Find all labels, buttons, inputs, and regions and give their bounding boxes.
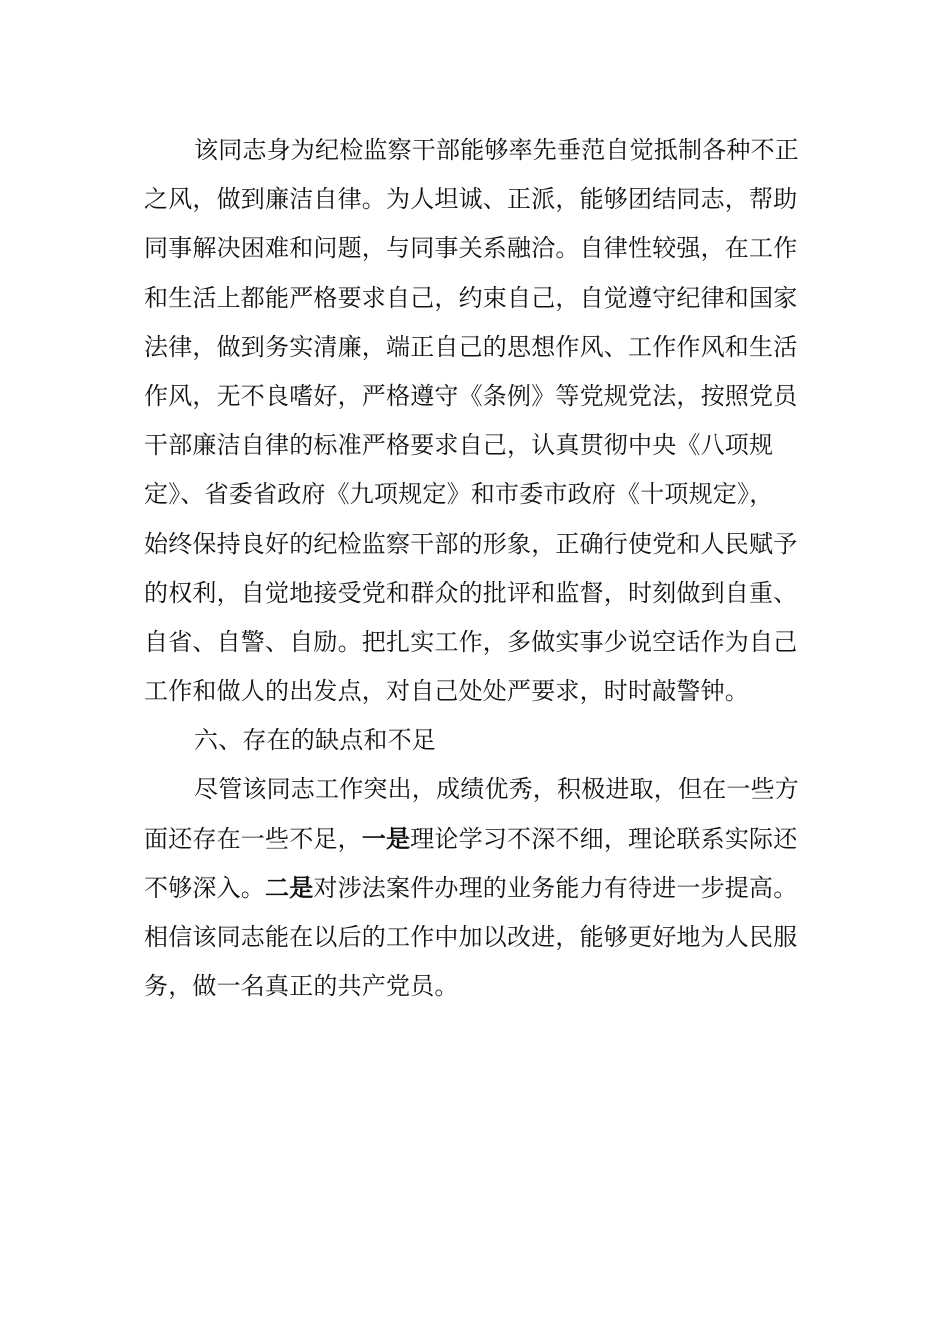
line-text: 不够深入。 [144,873,265,902]
section-heading: 六、存在的缺点和不足 [194,726,436,755]
line-text: 理论学习不深不细，理论联系实际还 [410,824,798,853]
paragraph-line: 干部廉洁自律的标准严格要求自己，认真贯彻中央《八项规 [144,431,774,460]
paragraph-line: 同事解决困难和问题，与同事关系融洽。自律性较强，在工作 [144,234,798,263]
paragraph-line: 该同志身为纪检监察干部能够率先垂范自觉抵制各种不正 [194,136,799,164]
paragraph-line: 始终保持良好的纪检监察干部的形象，正确行使党和人民赋予 [144,529,798,558]
paragraph-line: 法律，做到务实清廉，端正自己的思想作风、工作作风和生活 [144,332,798,361]
paragraph-conduct [144,126,804,716]
paragraph-line: 相信该同志能在以后的工作中加以改进，能够更好地为人民服 [144,923,798,951]
paragraph-line: 自省、自警、自励。把扎实工作，多做实事少说空话作为自己 [144,627,798,656]
paragraph-line [144,815,804,864]
paragraph-line: 工作和做人的出发点，对自己处处严要求，时时敲警钟。 [144,677,749,706]
paragraph-line: 定》、省委省政府《九项规定》和市委市政府《十项规定》， [144,480,774,509]
paragraph-line: 的权利，自觉地接受党和群众的批评和监督，时刻做到自重、 [144,578,798,607]
paragraph-line: 作风，无不良嗜好，严格遵守《条例》等党规党法，按照党员 [144,381,798,410]
paragraph-line: 务，做一名真正的共产党员。 [144,972,459,1001]
point-two-label: 二是 [265,873,314,902]
paragraph-line: 之风，做到廉洁自律。为人坦诚、正派，能够团结同志，帮助 [144,185,798,214]
point-one-label: 一是 [361,824,411,853]
document-body [144,126,804,1011]
paragraph-line: 和生活上都能严格要求自己，约束自己，自觉遵守纪律和国家 [144,283,798,312]
line-text: 对涉法案件办理的业务能力有待进一步提高。 [313,873,798,902]
line-text: 面还存在一些不足， [144,824,362,853]
paragraph-line: 尽管该同志工作突出，成绩优秀，积极进取，但在一些方 [194,775,799,804]
paragraph-shortcomings [144,765,804,1011]
paragraph-line [144,864,804,913]
